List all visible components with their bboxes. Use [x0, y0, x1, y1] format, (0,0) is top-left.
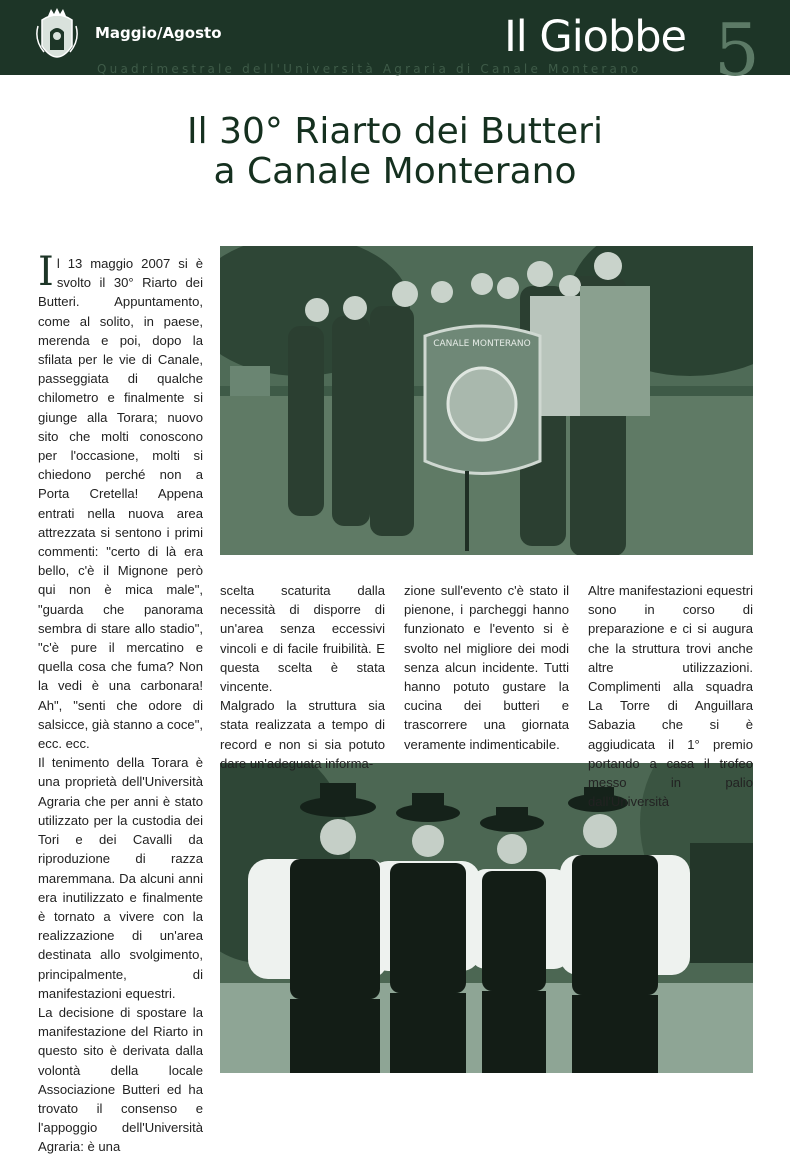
article-column-4 [588, 581, 753, 811]
page-number: 5 [714, 8, 760, 92]
group-photo [220, 246, 753, 555]
banner-text: CANALE MONTERANO [433, 339, 531, 349]
drop-cap: I [38, 249, 54, 295]
paragraph: Altre manifestazioni equestri sono in corso di preparazione e ci si augura che la struttura trovi anche altre utilizzazioni. Complimenti alla squadra La Torre di Anguillara Sabazia che si è aggiudicata il 1° premio portando a casa il trofeo messo in palio dall'Università [588, 583, 753, 810]
title-line-2: a Canale Monterano [213, 151, 577, 192]
article-column-2 [220, 581, 385, 773]
article-title [0, 112, 790, 192]
tagline: Quadrimestrale dell'Università Agraria di Canale Monterano [97, 62, 642, 76]
paragraph: Il tenimento della Torara è una proprietà dell'Università Agraria che per anni è stato utilizzato per la custodia dei Tori e dei Cavalli da riproduzione di razza maremmana. Da alcuni anni era inutilizzato e finalmente è tornato a vivere con la realizzazione di un'area destinata allo svolgimento, principalmente, di manifestazioni equestri. [38, 755, 203, 1001]
article-column-1 [38, 249, 203, 1157]
paragraph: zione sull'evento c'è stato il pienone, i parcheggi hanno funzionato e l'evento si è svolto nel migliore dei modi senza alcun incidente. Tutti hanno potuto gustare la cucina dei butteri e trascorrere una giornata veramente indimenticabile. [404, 583, 569, 752]
article-column-3 [404, 581, 569, 754]
newspaper-title: Il Giobbe [504, 12, 686, 62]
header-bar [0, 0, 790, 92]
paragraph: l 13 maggio 2007 si è svolto il 30° Riarto dei Butteri. Appuntamento, come al solito, in paese, merenda e poi, dopo la sfilata per le vie di Canale, passeggiata di qualche chilometro e finalmente si giunge alla Torara; nuovo sito che molti conoscono per l'occasione, molti si chiedono perché non a Porta Cretella! Appena entrati nella nuova area attrezzata si sentono i primi commenti: "certo di là era bello, c'è il Mignone però qui non è mica male", "guarda che panorama sembra di stare allo stadio", "c'è pure il mercatino e quella cosa che fuma? Non la vedi è una carbonara! Ah", "senti che odore di salsicce, già stanno a coce", ecc. ecc. [38, 256, 203, 752]
issue-label: Maggio/Agosto [95, 24, 222, 42]
paragraph: scelta scaturita dalla necessità di disporre di un'area senza eccessivi vincoli e di facile fruibilità. E questa scelta è stata vincente. [220, 583, 385, 695]
coat-of-arms-icon [34, 6, 80, 70]
paragraph: Malgrado la struttura sia stata realizzata a tempo di record e non si sia potuto dare un'adeguata informa- [220, 698, 385, 771]
paragraph: La decisione di spostare la manifestazione del Riarto in questo sito è derivata dalla volontà della locale Associazione Butteri ed ha trovato il consenso e l'appoggio dell'Università Agraria: è una [38, 1004, 203, 1155]
title-line-1: Il 30° Riarto dei Butteri [187, 111, 603, 152]
